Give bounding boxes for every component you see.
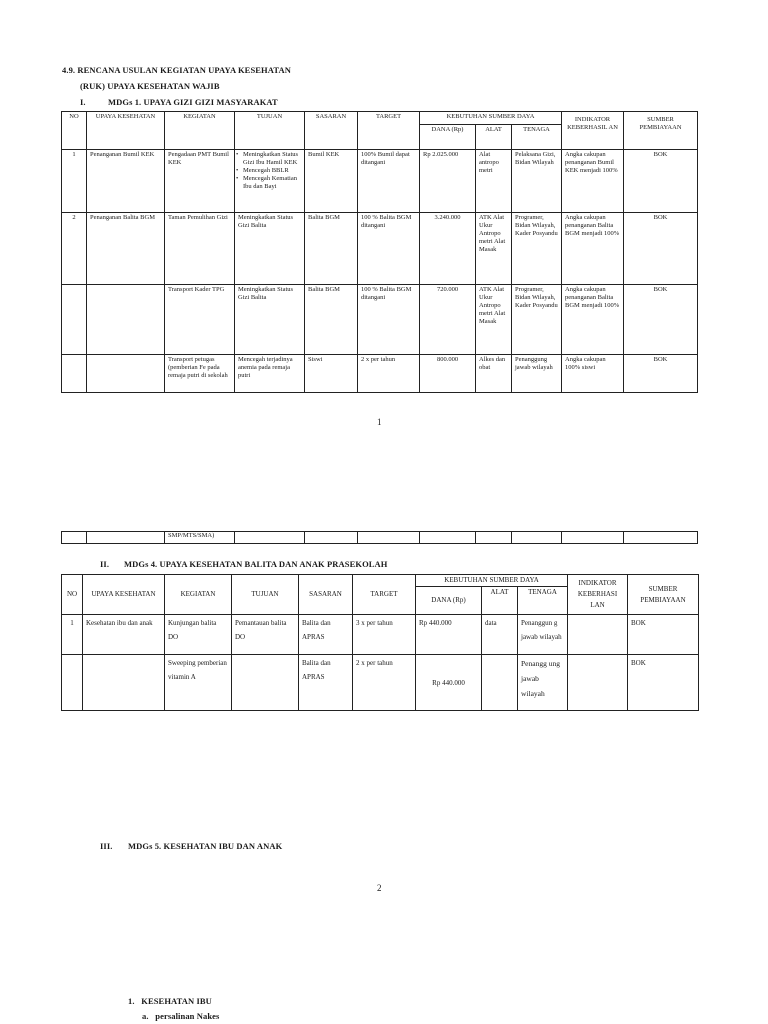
cell-sasaran: Siswi xyxy=(305,355,358,393)
header-kegiatan: KEGIATAN xyxy=(165,575,232,615)
header-kegiatan: KEGIATAN xyxy=(165,112,235,150)
header-dana: DANA (Rp) xyxy=(416,587,482,615)
cell-alat: data xyxy=(482,615,518,655)
cell-empty xyxy=(87,532,165,544)
cell-no xyxy=(62,285,87,355)
subsection-number: I. xyxy=(80,97,86,107)
section-iii-number: III. xyxy=(100,841,113,851)
cell-tujuan: Pemantauan balita DO xyxy=(232,615,299,655)
list-item-kesehatan-ibu: 1. KESEHATAN IBU xyxy=(128,996,212,1006)
cell-empty xyxy=(512,532,562,544)
cell-empty xyxy=(562,532,624,544)
table-row xyxy=(62,285,698,355)
cell-indikator: Angka cakupan penanganan Bumil KEK menjadi 100% xyxy=(562,150,624,213)
cell-sumber: BOK xyxy=(624,355,698,393)
cell-tujuan: Meningkatkan Status Gizi Balita xyxy=(235,285,305,355)
cell-dana: Rp 2.025.000 xyxy=(420,150,476,213)
cell-no: 2 xyxy=(62,213,87,285)
cell-dana: 3.240.000 xyxy=(420,213,476,285)
tujuan-item: • Mencegah Kematian Ibu dan Bayi xyxy=(238,175,301,191)
header-sumber: SUMBER PEMBIAYAAN xyxy=(628,575,699,615)
cell-continuation: SMP/MTS/SMA) xyxy=(165,532,235,544)
cell-alat: Alkes dan obat xyxy=(476,355,512,393)
cell-no xyxy=(62,355,87,393)
section-ii-title: MDGs 4. UPAYA KESEHATAN BALITA DAN ANAK PRASEKOLAH xyxy=(124,559,388,569)
cell-sasaran: Balita dan APRAS xyxy=(299,615,353,655)
header-tenaga: TENAGA xyxy=(512,125,562,150)
cell-indikator: Angka cakupan penanganan Balita BGM menjadi 100% xyxy=(562,213,624,285)
cell-tujuan xyxy=(235,150,305,213)
cell-upaya: Penanganan Bumil KEK xyxy=(87,150,165,213)
tujuan-item: • Meningkatkan Status Gizi Ibu Hamil KEK xyxy=(238,151,301,167)
cell-no: 1 xyxy=(62,150,87,213)
cell-kegiatan: Pengadaan PMT Bumil KEK xyxy=(165,150,235,213)
cell-target: 100% Bumil dapat ditangani xyxy=(358,150,420,213)
header-tujuan: TUJUAN xyxy=(232,575,299,615)
cell-indikator xyxy=(568,615,628,655)
cell-sasaran: Bumil KEK xyxy=(305,150,358,213)
header-alat: ALAT xyxy=(476,125,512,150)
cell-empty xyxy=(62,532,87,544)
table-balita-prasekolah xyxy=(61,574,699,711)
cell-dana: 720.000 xyxy=(420,285,476,355)
cell-dana: Rp 440.000 xyxy=(416,615,482,655)
cell-sasaran: Balita BGM xyxy=(305,285,358,355)
cell-indikator xyxy=(568,655,628,711)
section-ii-number: II. xyxy=(100,559,110,569)
page-number: 1 xyxy=(377,417,382,427)
cell-target: 2 x per tahun xyxy=(358,355,420,393)
table-row xyxy=(62,150,698,213)
table-row xyxy=(62,355,698,393)
header-target: TARGET xyxy=(358,112,420,150)
cell-kegiatan: Taman Pemulihan Gizi xyxy=(165,213,235,285)
cell-indikator: Angka cakupan 100% siswi xyxy=(562,355,624,393)
cell-alat: Alat antropo metri xyxy=(476,150,512,213)
table-row xyxy=(62,532,698,544)
cell-kegiatan: Sweeping pemberian vitamin A xyxy=(165,655,232,711)
cell-sumber: BOK xyxy=(628,655,699,711)
header-kebutuhan: KEBUTUHAN SUMBER DAYA xyxy=(420,112,562,125)
cell-tenaga: Penangg ung jawab wilayah xyxy=(518,655,568,711)
cell-kegiatan: Transport Kader TPG xyxy=(165,285,235,355)
table-gizi-masyarakat xyxy=(61,111,698,393)
header-sasaran: SASARAN xyxy=(305,112,358,150)
cell-upaya xyxy=(87,355,165,393)
cell-tujuan: Mencegah terjadinya anemia pada remaja putri xyxy=(235,355,305,393)
table-row xyxy=(62,655,699,711)
cell-upaya xyxy=(83,655,165,711)
cell-sasaran: Balita dan APRAS xyxy=(299,655,353,711)
cell-upaya: Penanganan Balita BGM xyxy=(87,213,165,285)
section-iii-title: MDGs 5. KESEHATAN IBU DAN ANAK xyxy=(128,841,283,851)
cell-alat: ATK Alat Ukur Antropo metri Alat Masak xyxy=(476,213,512,285)
cell-upaya: Kesehatan ibu dan anak xyxy=(83,615,165,655)
table-continuation xyxy=(61,531,698,544)
cell-sumber: BOK xyxy=(624,285,698,355)
section-heading-line1: 4.9. RENCANA USULAN KEGIATAN UPAYA KESEHATAN xyxy=(62,65,291,75)
cell-target: 2 x per tahun xyxy=(353,655,416,711)
header-tujuan: TUJUAN xyxy=(235,112,305,150)
cell-kegiatan: Kunjungan balita DO xyxy=(165,615,232,655)
cell-target: 100 % Balita BGM ditangani xyxy=(358,213,420,285)
table-row xyxy=(62,615,699,655)
cell-empty xyxy=(235,532,305,544)
cell-empty xyxy=(476,532,512,544)
subsection-title: MDGs 1. UPAYA GIZI GIZI MASYARAKAT xyxy=(108,97,278,107)
tujuan-item: • Mencegah BBLR xyxy=(238,167,301,175)
page-number: 2 xyxy=(377,883,382,893)
cell-indikator: Angka cakupan penanganan Balita BGM menjadi 100% xyxy=(562,285,624,355)
header-tenaga: TENAGA xyxy=(518,587,568,615)
list-item-persalinan-nakes: a. persalinan Nakes xyxy=(142,1011,220,1021)
header-alat: ALAT xyxy=(482,587,518,615)
cell-alat xyxy=(482,655,518,711)
cell-tenaga: Programer, Bidan Wilayah, Kader Posyandu xyxy=(512,213,562,285)
cell-kegiatan: Transport petugas (pemberian Fe pada remaja putri di sekolah xyxy=(165,355,235,393)
header-kebutuhan: KEBUTUHAN SUMBER DAYA xyxy=(416,575,568,587)
cell-empty xyxy=(624,532,698,544)
cell-no xyxy=(62,655,83,711)
cell-empty xyxy=(305,532,358,544)
header-upaya: UPAYA KESEHATAN xyxy=(83,575,165,615)
header-no: NO xyxy=(62,575,83,615)
cell-tenaga: Programer, Bidan Wilayah, Kader Posyandu xyxy=(512,285,562,355)
header-sumber: SUMBER PEMBIAYAAN xyxy=(624,112,698,150)
header-upaya: UPAYA KESEHATAN xyxy=(87,112,165,150)
cell-tenaga: Penanggun g jawab wilayah xyxy=(518,615,568,655)
cell-dana: Rp 440.000 xyxy=(416,655,482,711)
cell-alat: ATK Alat Ukur Antropo metri Alat Masak xyxy=(476,285,512,355)
cell-target: 3 x per tahun xyxy=(353,615,416,655)
cell-sumber: BOK xyxy=(628,615,699,655)
cell-target: 100 % Balita BGM ditangani xyxy=(358,285,420,355)
cell-sumber: BOK xyxy=(624,213,698,285)
cell-tenaga: Penanggung jawab wilayah xyxy=(512,355,562,393)
header-indikator: INDIKATOR KEBERHASI LAN xyxy=(568,575,628,615)
cell-tenaga: Pelaksana Gizi, Bidan Wilayah xyxy=(512,150,562,213)
header-indikator: INDIKATOR KEBERHASIL AN xyxy=(562,112,624,150)
header-target: TARGET xyxy=(353,575,416,615)
cell-empty xyxy=(420,532,476,544)
cell-tujuan xyxy=(232,655,299,711)
cell-upaya xyxy=(87,285,165,355)
header-no: NO xyxy=(62,112,87,150)
header-sasaran: SASARAN xyxy=(299,575,353,615)
cell-empty xyxy=(358,532,420,544)
cell-dana: 800.000 xyxy=(420,355,476,393)
cell-sumber: BOK xyxy=(624,150,698,213)
header-dana: DANA (Rp) xyxy=(420,125,476,150)
table-row xyxy=(62,213,698,285)
cell-sasaran: Balita BGM xyxy=(305,213,358,285)
cell-no: 1 xyxy=(62,615,83,655)
cell-tujuan: Meningkatkan Status Gizi Balita xyxy=(235,213,305,285)
section-heading-line2: (RUK) UPAYA KESEHATAN WAJIB xyxy=(80,81,220,91)
